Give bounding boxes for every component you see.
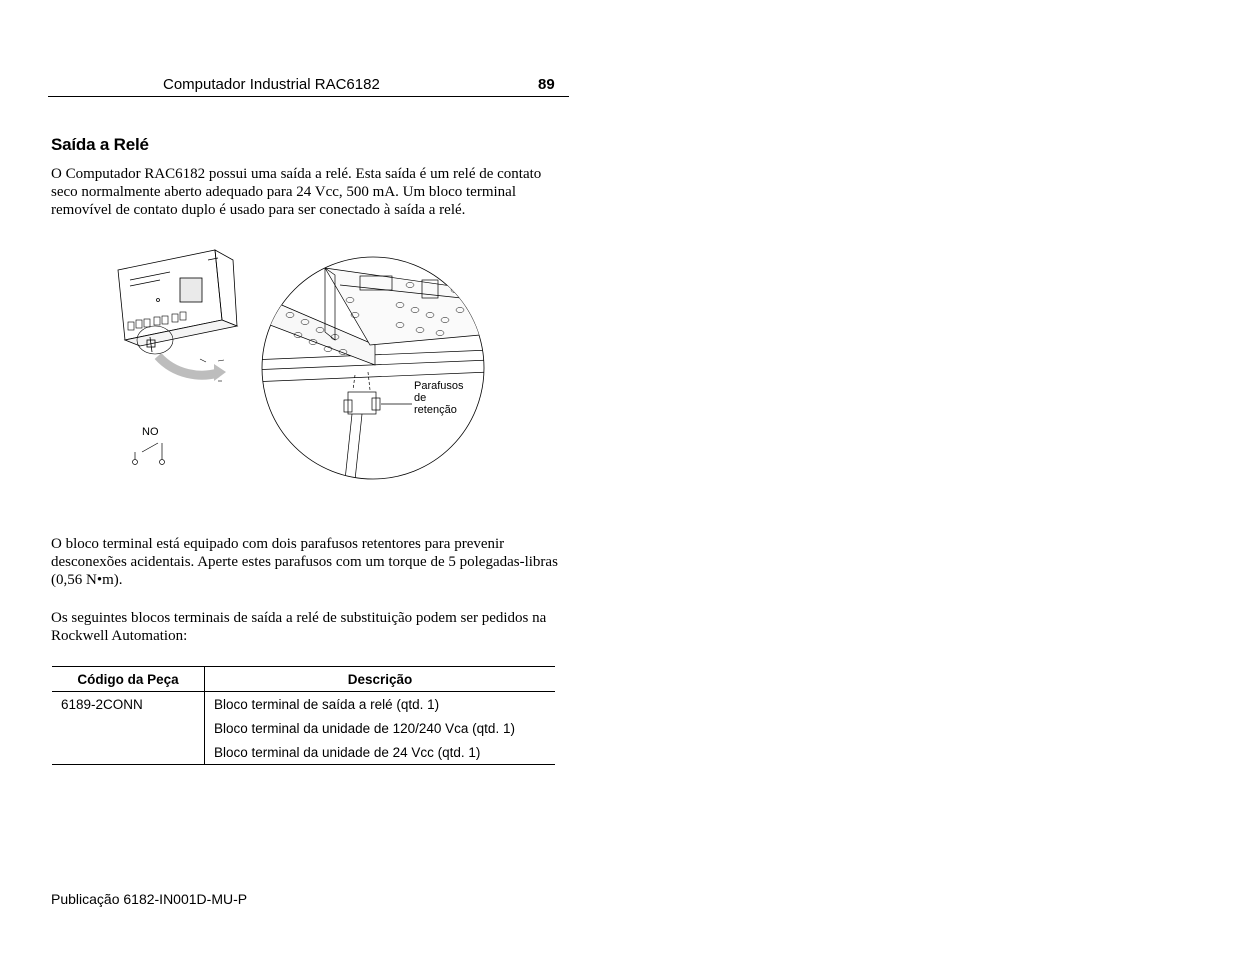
description-cell: Bloco terminal da unidade de 24 Vcc (qtd. 1): [205, 740, 556, 765]
relay-diagram-illustration: [100, 240, 500, 490]
table-row: [52, 716, 555, 740]
retention-screws-label: [414, 380, 464, 416]
column-header-part-code: Código da Peça: [52, 667, 205, 692]
description-cell: Bloco terminal da unidade de 120/240 Vca (qtd. 1): [214, 720, 515, 736]
ordering-paragraph: Os seguintes blocos terminais de saída a relé de substituição podem ser pedidos na Rockwell Automation:: [51, 610, 547, 644]
running-header-title: Computador Industrial RAC6182: [163, 76, 380, 93]
publication-footer: Publicação 6182-IN001D-MU-P: [51, 891, 248, 907]
part-code-cell: [52, 716, 205, 740]
header-rule: [48, 96, 569, 97]
description-cell: Bloco terminal de saída a relé (qtd. 1): [214, 696, 440, 712]
table-row: [52, 740, 555, 765]
part-code-cell: 6189-2CONN: [52, 692, 205, 717]
table-row: [52, 692, 555, 717]
table-header-row: [52, 667, 555, 692]
part-code-cell: [52, 740, 205, 765]
relay-output-figure: [100, 240, 500, 490]
intro-paragraph: O Computador RAC6182 possui uma saída a relé. Esta saída é um relé de contato seco normalmente aberto adequado para 24 Vcc, 500 mA. Um bloco terminal removível de contato duplo é usado para ser conectado à saída a relé.: [51, 166, 542, 218]
retention-screws-label-line1: Parafusos: [414, 380, 464, 392]
retention-screws-label-line2: de: [414, 392, 427, 404]
retention-screws-label-line3: retenção: [414, 404, 457, 416]
section-title: Saída a Relé: [51, 135, 149, 154]
page-number: 89: [538, 76, 555, 93]
replacement-terminal-blocks-table: [52, 666, 555, 765]
normally-open-label: NO: [142, 426, 159, 438]
column-header-description: Descrição: [205, 667, 556, 692]
retention-screws-paragraph: O bloco terminal está equipado com dois parafusos retentores para prevenir desconexões acidentais. Aperte estes parafusos com um torque de 5 polegadas-libras (0,56 N•m).: [51, 536, 558, 588]
